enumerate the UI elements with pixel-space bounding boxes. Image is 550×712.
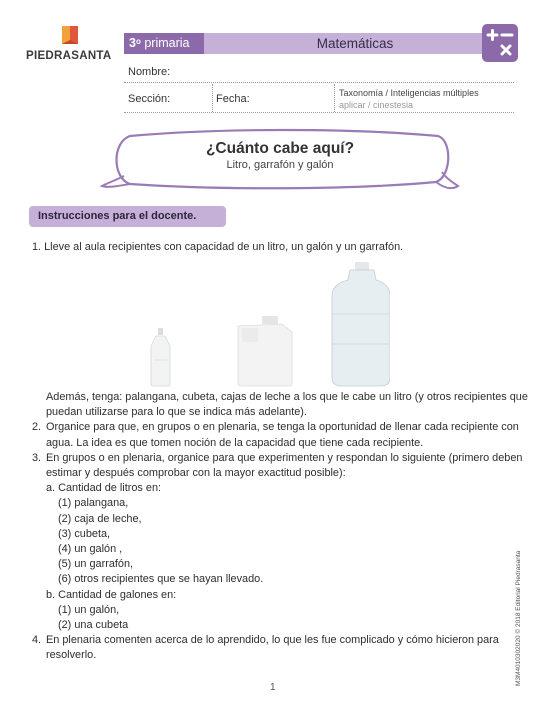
item-2: [32, 420, 522, 435]
item-1-extra: puedan utilizarse para lo que se indica más adelante).: [46, 406, 307, 419]
item-2-continued: agua. La idea es que tomen noción de la capacidad que tiene cada recipiente.: [46, 436, 424, 449]
item-number: 3.: [32, 451, 42, 464]
list-item: (4) un galón ,: [58, 543, 123, 556]
item-text: En plenaria comenten acerca de lo aprendido, lo que les fue complicado y cómo hicieron para: [46, 634, 499, 647]
worksheet-title: ¿Cuánto cabe aquí?: [205, 140, 355, 157]
subitem-b-label: b. Cantidad de galones en:: [46, 588, 177, 601]
item-text: Lleve al aula recipientes con capacidad de un litro, un galón y un garrafón.: [44, 241, 404, 253]
item-1: [32, 240, 403, 255]
section-line: [124, 112, 514, 113]
item-4: [32, 633, 522, 648]
list-item: (2) caja de leche,: [58, 512, 142, 525]
containers-illustration: [150, 262, 390, 388]
item-text: Organice para que, en grupos o en plenaria, se tenga la oportunidad de llenar cada recipiente con: [46, 421, 519, 434]
name-label: Nombre:: [128, 66, 171, 78]
list-item: (6) otros recipientes que se hayan llevado.: [58, 573, 264, 586]
math-operations-icon: [482, 24, 518, 62]
gallon-jug-image: [238, 316, 292, 386]
copyright-note: M3M4010302020 © 2018 Editorial Piedrasanta: [515, 550, 522, 686]
list-item: (3) cubeta,: [58, 527, 111, 540]
subitem-a-label: a. Cantidad de litros en:: [46, 482, 162, 495]
item-number: 2.: [32, 421, 42, 434]
water-jug-image: [332, 262, 390, 386]
list-item: (1) un galón,: [58, 603, 120, 616]
grade-subject-bar: [124, 33, 514, 54]
instructions-body: [32, 390, 528, 664]
grade-label: [124, 33, 204, 54]
grade-word: primaria: [144, 36, 190, 50]
list-item: (1) palangana,: [58, 497, 129, 510]
taxonomy-value: aplicar / cinestesia: [339, 100, 414, 110]
grade-ordinal: o: [135, 37, 141, 46]
teacher-instructions-label: Instrucciones para el docente.: [29, 206, 226, 227]
date-label: Fecha:: [216, 93, 250, 105]
liter-bottle-image: [151, 328, 170, 386]
item-number: 1.: [32, 241, 42, 253]
taxonomy-label: Taxonomía / Inteligencias múltiples: [339, 88, 479, 98]
brand-name: PIEDRASANTA: [26, 50, 112, 62]
section-label: Sección:: [128, 93, 171, 105]
item-3: [32, 451, 522, 466]
page-number: 1: [270, 682, 276, 693]
item-text: En grupos o en plenaria, organice para que experimenten y respondan lo siguiente (primero deben: [46, 451, 523, 464]
list-item: (5) un garrafón,: [58, 558, 134, 571]
grade-number: 3: [129, 36, 136, 50]
item-3-continued: estimar y después comprobar con la mayor exactitud posible):: [46, 467, 346, 480]
field-divider: [334, 84, 335, 112]
item-1-extra: Además, tenga: palangana, cubeta, cajas de leche a los que le cabe un litro (y otros recipientes que: [46, 391, 528, 403]
item-4-continued: resolverlo.: [46, 649, 97, 662]
item-number: 4.: [32, 634, 42, 647]
worksheet-subtitle: Litro, garrafón y galón: [226, 159, 334, 171]
subject-title: Matemáticas: [204, 33, 506, 54]
name-line: [124, 82, 514, 83]
list-item: (2) una cubeta: [58, 619, 129, 632]
field-divider: [212, 84, 213, 112]
